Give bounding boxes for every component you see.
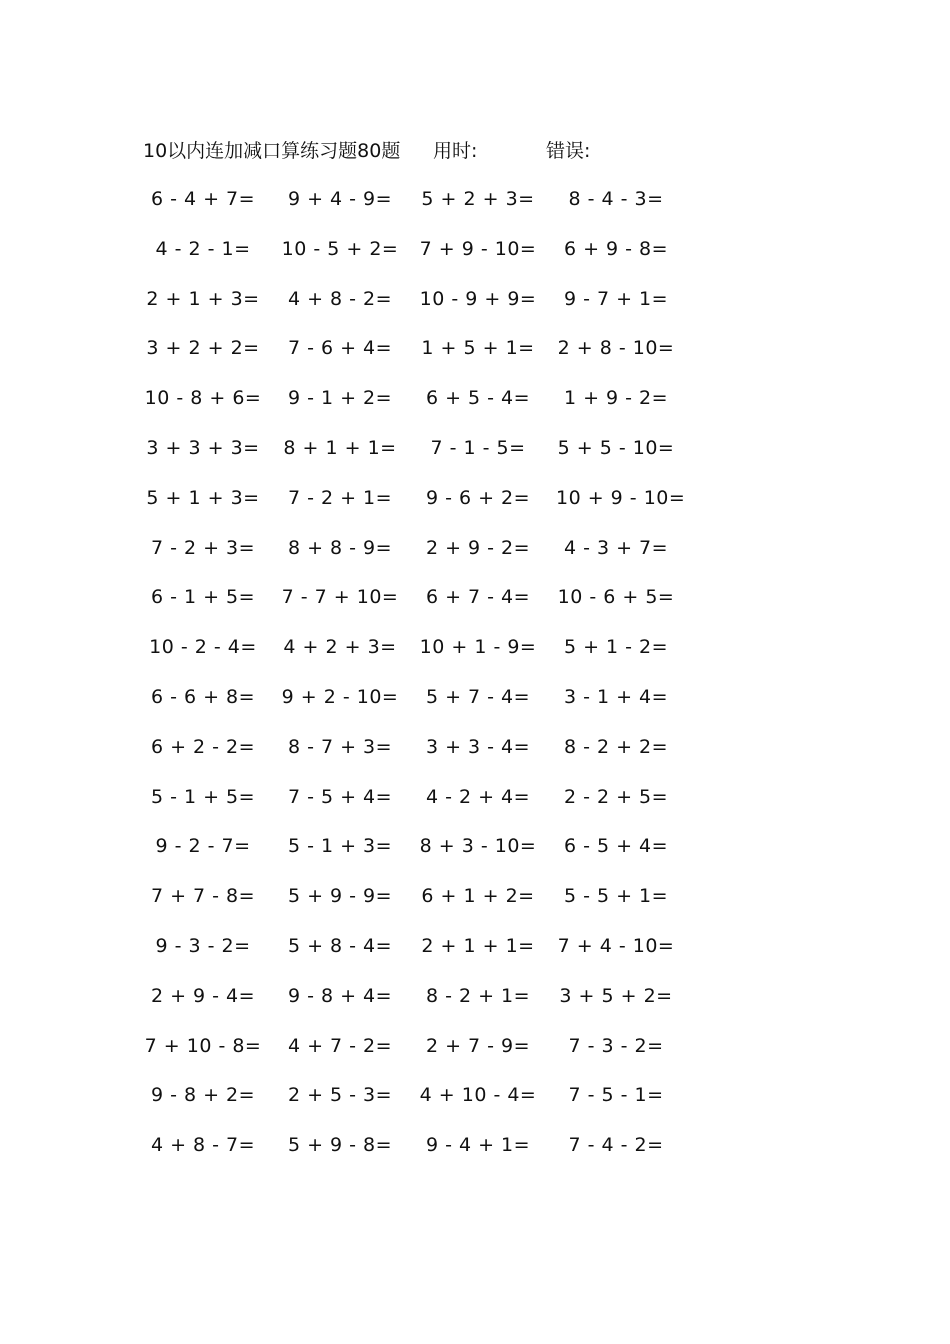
problem-row [0, 832, 950, 882]
problem-item: 9 - 6 + 2= [425, 486, 531, 509]
problem-item: 2 + 8 - 10= [557, 337, 675, 360]
problem-row [0, 1081, 950, 1131]
problem-item: 7 - 7 + 10= [281, 586, 399, 609]
problem-item: 9 - 8 + 2= [150, 1084, 256, 1107]
problem-item: 2 + 9 - 4= [150, 984, 256, 1007]
problem-item: 7 - 1 - 5= [430, 436, 526, 459]
problem-item: 2 + 5 - 3= [287, 1084, 393, 1107]
problem-item: 3 + 3 + 3= [146, 436, 260, 459]
problem-row [0, 583, 950, 633]
problem-row [0, 783, 950, 833]
problem-item: 9 - 4 + 1= [425, 1134, 531, 1157]
problem-item: 1 + 9 - 2= [563, 387, 669, 410]
problem-item: 4 - 2 + 4= [425, 785, 531, 808]
problem-item: 5 + 5 - 10= [557, 436, 675, 459]
problem-item: 4 + 2 + 3= [283, 636, 397, 659]
problem-item: 6 + 9 - 8= [563, 237, 669, 260]
problem-item: 7 + 4 - 10= [557, 934, 675, 957]
problem-item: 10 - 5 + 2= [281, 237, 399, 260]
problem-item: 7 - 3 - 2= [568, 1034, 664, 1057]
problem-item: 2 + 9 - 2= [425, 536, 531, 559]
problem-item: 2 + 7 - 9= [425, 1034, 531, 1057]
problem-item: 8 - 2 + 1= [425, 984, 531, 1007]
problem-item: 6 + 5 - 4= [425, 387, 531, 410]
problem-item: 4 - 3 + 7= [563, 536, 669, 559]
problem-item: 3 + 3 - 4= [425, 735, 531, 758]
problem-item: 7 - 2 + 1= [287, 486, 393, 509]
problem-item: 10 - 6 + 5= [557, 586, 675, 609]
problem-item: 5 + 2 + 3= [421, 188, 535, 210]
problem-row [0, 683, 950, 733]
problem-item: 3 + 5 + 2= [559, 984, 673, 1007]
problem-item: 5 - 1 + 5= [150, 785, 256, 808]
problem-item: 2 + 1 + 1= [421, 934, 535, 957]
problem-item: 6 + 1 + 2= [421, 885, 535, 908]
problem-item: 9 - 3 - 2= [155, 934, 251, 957]
problem-item: 7 - 2 + 3= [150, 536, 256, 559]
problem-row [0, 1032, 950, 1082]
problem-row [0, 534, 950, 584]
problem-item: 9 - 2 - 7= [155, 835, 251, 858]
problem-item: 8 + 3 - 10= [419, 835, 537, 858]
problem-item: 6 + 2 - 2= [150, 735, 256, 758]
problem-item: 5 + 8 - 4= [287, 934, 393, 957]
problem-item: 5 + 7 - 4= [425, 685, 531, 708]
problem-item: 8 - 4 - 3= [568, 188, 664, 210]
problem-item: 5 - 5 + 1= [563, 885, 669, 908]
worksheet-title: 10以内连加减口算练习题80题 [143, 140, 401, 162]
problem-item: 7 + 9 - 10= [419, 237, 537, 260]
problem-item: 1 + 5 + 1= [421, 337, 535, 360]
problem-item: 10 - 8 + 6= [144, 387, 262, 410]
problem-item: 8 + 1 + 1= [283, 436, 397, 459]
problem-row [0, 733, 950, 783]
problem-item: 5 - 1 + 3= [287, 835, 393, 858]
problem-item: 9 + 2 - 10= [281, 685, 399, 708]
problem-item: 7 - 5 + 4= [287, 785, 393, 808]
problem-item: 4 - 2 - 1= [155, 237, 251, 260]
problem-item: 7 + 7 - 8= [150, 885, 256, 908]
problem-item: 5 + 1 + 3= [146, 486, 260, 509]
problem-item: 9 + 4 - 9= [287, 188, 393, 210]
problem-row [0, 384, 950, 434]
problem-row [0, 334, 950, 384]
problem-item: 4 + 8 - 7= [150, 1134, 256, 1157]
problem-item: 6 + 7 - 4= [425, 586, 531, 609]
problem-item: 4 + 8 - 2= [287, 287, 393, 310]
problem-item: 9 - 7 + 1= [563, 287, 669, 310]
problem-item: 10 - 2 - 4= [149, 636, 257, 659]
problem-item: 2 - 2 + 5= [563, 785, 669, 808]
problem-item: 3 - 1 + 4= [563, 685, 669, 708]
problem-item: 7 - 6 + 4= [287, 337, 393, 360]
problem-row [0, 633, 950, 683]
worksheet-header [143, 137, 783, 165]
time-label: 用时: [433, 140, 478, 162]
problem-item: 8 - 2 + 2= [563, 735, 669, 758]
problem-item: 7 - 4 - 2= [568, 1134, 664, 1157]
problem-grid [0, 185, 950, 1181]
problem-item: 8 - 7 + 3= [287, 735, 393, 758]
problem-item: 3 + 2 + 2= [146, 337, 260, 360]
problem-row [0, 434, 950, 484]
problem-item: 5 + 9 - 9= [287, 885, 393, 908]
problem-item: 10 + 9 - 10= [556, 486, 686, 509]
problem-row [0, 932, 950, 982]
problem-item: 9 - 1 + 2= [287, 387, 393, 410]
problem-item: 4 + 10 - 4= [419, 1084, 537, 1107]
problem-item: 6 - 6 + 8= [150, 685, 256, 708]
problem-row [0, 484, 950, 534]
problem-item: 8 + 8 - 9= [287, 536, 393, 559]
problem-row [0, 185, 950, 235]
problem-row [0, 882, 950, 932]
problem-item: 9 - 8 + 4= [287, 984, 393, 1007]
problem-row [0, 285, 950, 335]
problem-row [0, 982, 950, 1032]
problem-row [0, 1131, 950, 1181]
problem-item: 6 - 4 + 7= [150, 188, 256, 210]
problem-item: 7 + 10 - 8= [144, 1034, 262, 1057]
problem-item: 7 - 5 - 1= [568, 1084, 664, 1107]
problem-item: 10 - 9 + 9= [419, 287, 537, 310]
problem-item: 4 + 7 - 2= [287, 1034, 393, 1057]
problem-item: 6 - 1 + 5= [150, 586, 256, 609]
problem-item: 5 + 1 - 2= [563, 636, 669, 659]
problem-item: 5 + 9 - 8= [287, 1134, 393, 1157]
problem-item: 6 - 5 + 4= [563, 835, 669, 858]
problem-item: 10 + 1 - 9= [419, 636, 537, 659]
problem-item: 2 + 1 + 3= [146, 287, 260, 310]
problem-row [0, 235, 950, 285]
error-label: 错误: [546, 140, 591, 162]
